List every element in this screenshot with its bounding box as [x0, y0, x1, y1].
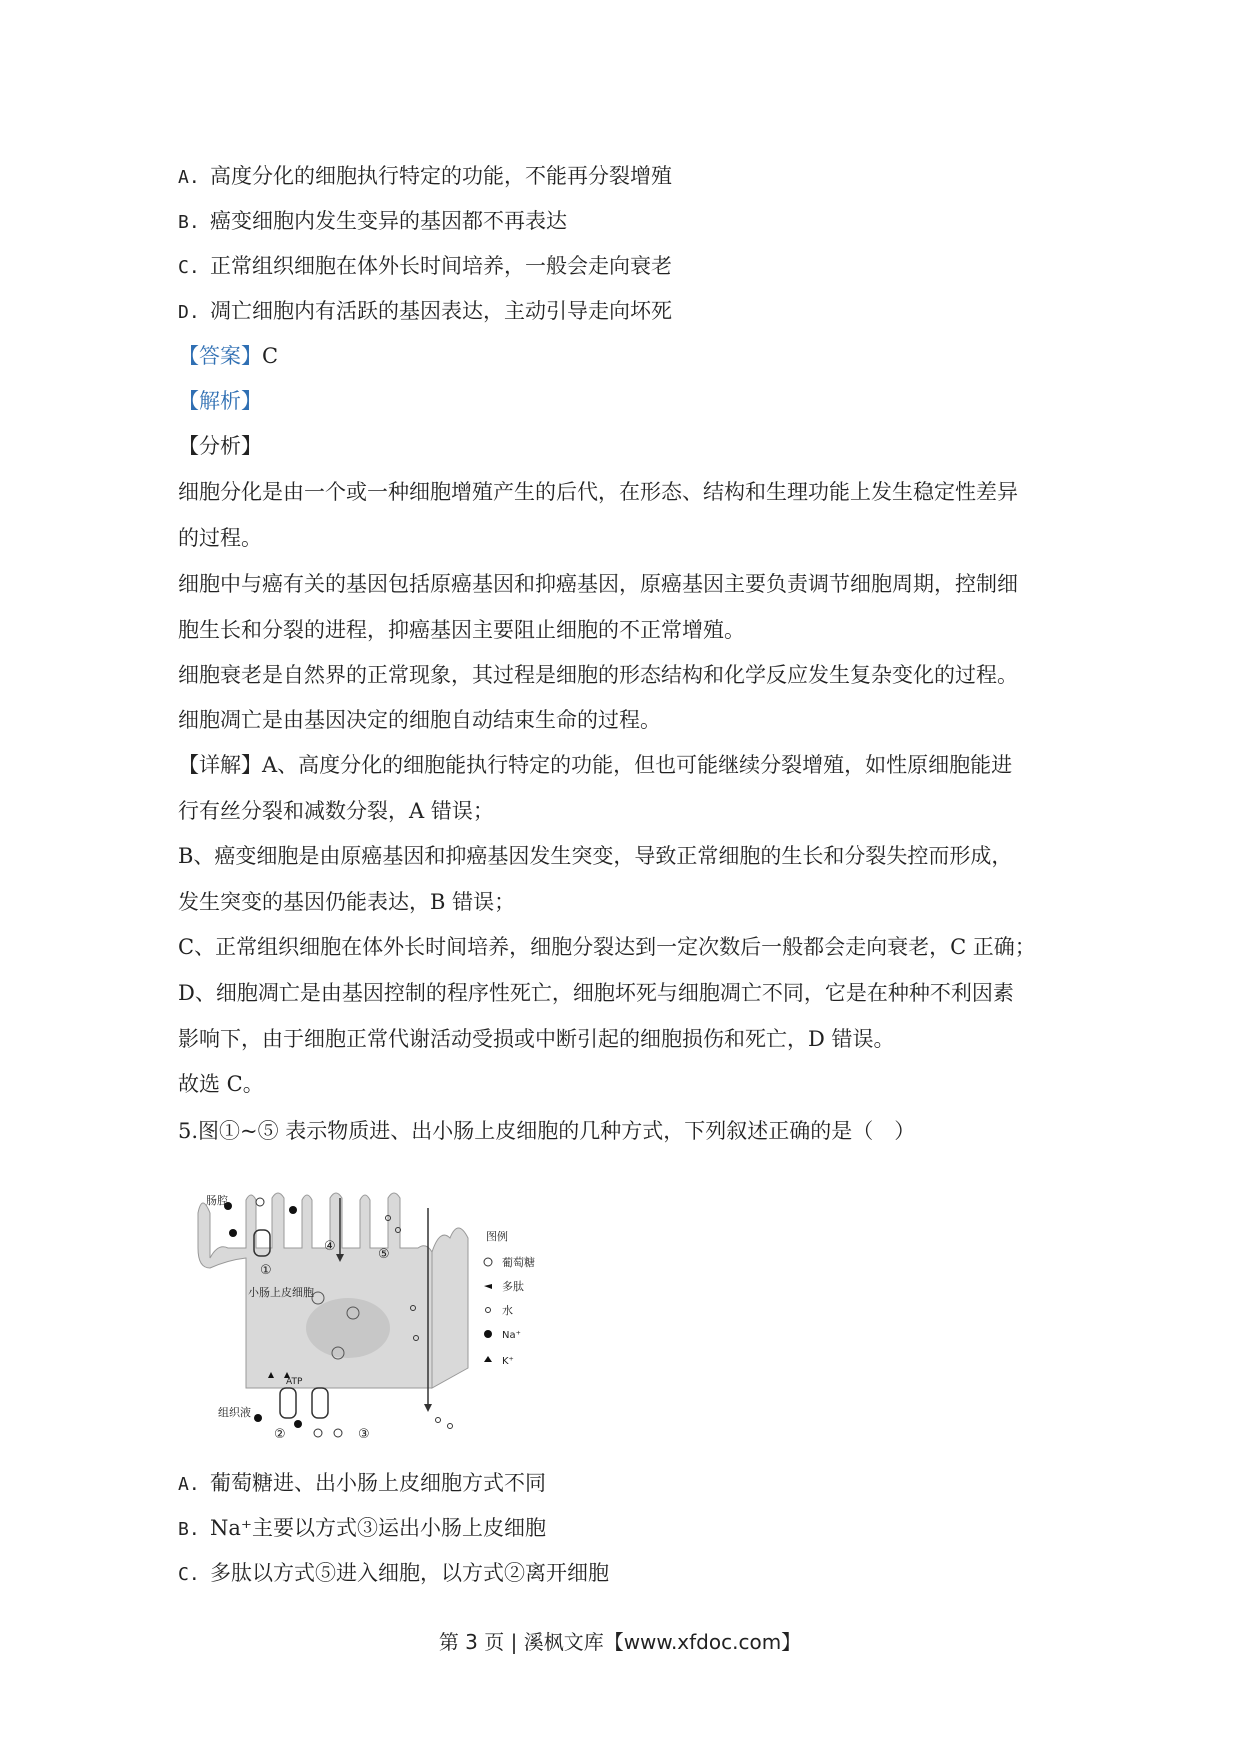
option-b	[178, 207, 567, 237]
analysis-line: 细胞分化是由一个或一种细胞增殖产生的后代，在形态、结构和生理功能上发生稳定性差异	[178, 480, 1018, 504]
detail-line: B、癌变细胞是由原癌基因和抑癌基因发生突变，导致正常细胞的生长和分裂失控而形成，	[178, 844, 1013, 868]
detail-line: 行有丝分裂和减数分裂，A 错误；	[178, 799, 494, 823]
marker-3: ③	[358, 1427, 370, 1438]
option-label: C.	[178, 257, 200, 278]
detail-line: 【详解】A、高度分化的细胞能执行特定的功能，但也可能继续分裂增殖，如性原细胞能进	[178, 753, 1013, 777]
detail-line: 故选 C。	[178, 1072, 264, 1096]
question-5-stem: 5.图①~⑤ 表示物质进、出小肠上皮细胞的几种方式，下列叙述正确的是（ ）	[178, 1119, 916, 1143]
cell-label: 小肠上皮细胞	[248, 1286, 314, 1299]
option-text: 凋亡细胞内有活跃的基因表达，主动引导走向坏死	[210, 299, 672, 323]
arrow-head	[424, 1404, 432, 1412]
neighbor-cell-shape	[432, 1228, 468, 1388]
na-dot	[289, 1206, 297, 1214]
option-a	[178, 162, 672, 192]
legend-k-text: K⁺	[502, 1356, 514, 1367]
legend-glucose-icon	[484, 1258, 492, 1266]
detail-line: D、细胞凋亡是由基因控制的程序性死亡，细胞坏死与细胞凋亡不同，它是在种种不利因素	[178, 981, 1014, 1005]
analysis-line: 细胞凋亡是由基因决定的细胞自动结束生命的过程。	[178, 708, 661, 732]
option-text: 高度分化的细胞执行特定的功能，不能再分裂增殖	[210, 164, 672, 188]
carrier-protein-2	[280, 1388, 296, 1418]
option-c	[178, 252, 672, 282]
marker-4: ④	[324, 1239, 336, 1254]
marker-2: ②	[274, 1427, 286, 1438]
option-label: A.	[178, 167, 200, 188]
epithelial-cell-shape	[198, 1193, 432, 1388]
q5-option-b	[178, 1514, 546, 1544]
analysis-tag: 【解析】	[178, 389, 262, 413]
detail-line: 发生突变的基因仍能表达，B 错误；	[178, 890, 516, 914]
marker-5: ⑤	[378, 1247, 390, 1262]
glucose-circle	[334, 1429, 342, 1437]
fenxi-tag: 【分析】	[178, 434, 262, 458]
page-footer: 第 3 页 | 溪枫文库【www.xfdoc.com】	[438, 1630, 802, 1654]
transport-diagram	[188, 1188, 578, 1438]
option-label: C.	[178, 1564, 200, 1585]
legend-water-text: 水	[502, 1304, 513, 1317]
analysis-line: 细胞中与癌有关的基因包括原癌基因和抑癌基因，原癌基因主要负责调节细胞周期，控制细	[178, 572, 1018, 596]
glucose-circle	[314, 1429, 322, 1437]
marker-1: ①	[260, 1263, 272, 1278]
legend-na-icon	[484, 1330, 492, 1338]
option-text: 正常组织细胞在体外长时间培养，一般会走向衰老	[210, 254, 672, 278]
legend-na-text: Na⁺	[502, 1330, 521, 1341]
water-dot	[448, 1424, 453, 1429]
legend-polypeptide-icon	[484, 1284, 492, 1289]
detail-line: C、正常组织细胞在体外长时间培养，细胞分裂达到一定次数后一般都会走向衰老，C 正确；	[178, 935, 1036, 959]
na-dot	[229, 1229, 237, 1237]
q5-option-c	[178, 1559, 609, 1589]
legend-title: 图例	[486, 1230, 508, 1243]
legend-polypeptide-text: 多肽	[502, 1280, 524, 1293]
nucleus	[306, 1298, 390, 1358]
option-label: A.	[178, 1474, 200, 1495]
water-dot	[436, 1418, 441, 1423]
answer-line	[178, 342, 278, 370]
q5-option-a	[178, 1469, 546, 1499]
glucose-circle	[256, 1198, 264, 1206]
answer-tag: 【答案】	[178, 344, 262, 368]
detail-line: 影响下，由于细胞正常代谢活动受损或中断引起的细胞损伤和死亡，D 错误。	[178, 1027, 895, 1051]
analysis-line: 细胞衰老是自然界的正常现象，其过程是细胞的形态结构和化学反应发生复杂变化的过程。	[178, 663, 1018, 687]
option-text: Na⁺主要以方式③运出小肠上皮细胞	[210, 1516, 546, 1540]
option-d	[178, 297, 672, 327]
na-dot	[294, 1420, 302, 1428]
option-text: 多肽以方式⑤进入细胞，以方式②离开细胞	[210, 1561, 609, 1585]
legend-k-icon	[484, 1356, 492, 1362]
legend-glucose-text: 葡萄糖	[502, 1256, 535, 1269]
carrier-protein-3	[312, 1388, 328, 1418]
lumen-label: 肠腔	[206, 1194, 228, 1207]
answer-value: C	[262, 344, 279, 368]
option-text: 葡萄糖进、出小肠上皮细胞方式不同	[210, 1471, 546, 1495]
atp-label: ATP	[286, 1377, 303, 1387]
figure-legend	[484, 1229, 535, 1367]
na-dot	[254, 1414, 262, 1422]
analysis-line: 胞生长和分裂的进程，抑癌基因主要阻止细胞的不正常增殖。	[178, 618, 745, 642]
analysis-line: 的过程。	[178, 526, 262, 550]
option-label: B.	[178, 1519, 200, 1540]
legend-water-icon	[486, 1308, 491, 1313]
tissue-label: 组织液	[218, 1406, 251, 1419]
option-label: D.	[178, 302, 200, 323]
option-label: B.	[178, 212, 200, 233]
option-text: 癌变细胞内发生变异的基因都不再表达	[210, 209, 567, 233]
